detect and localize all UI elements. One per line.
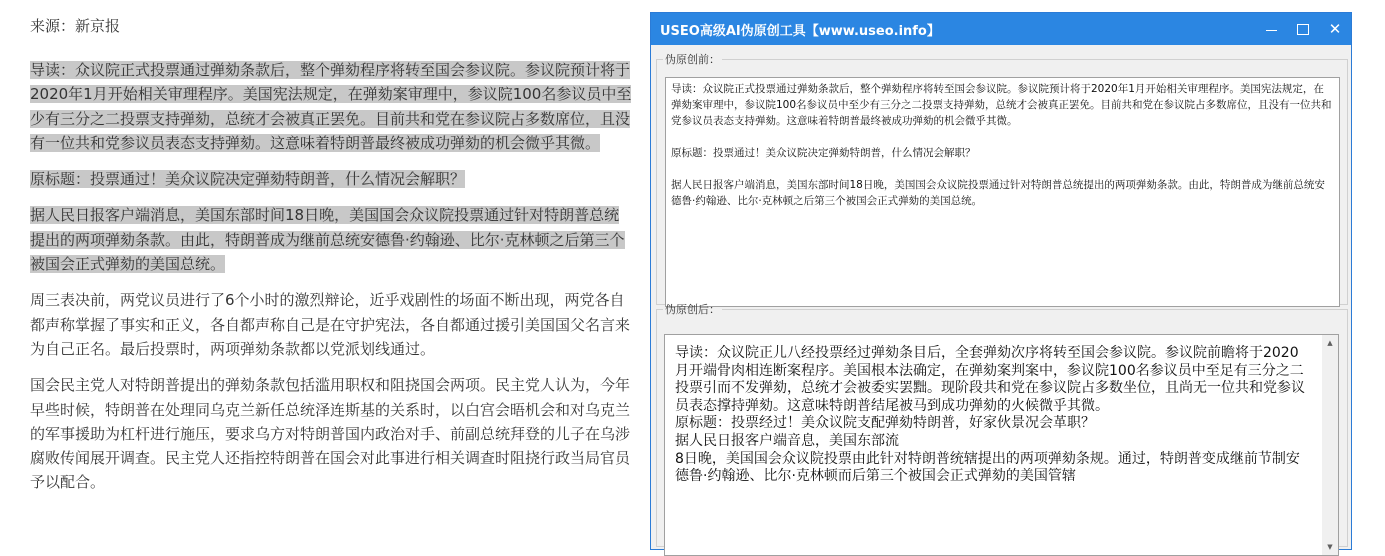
before-text: 导读：众议院正式投票通过弹劾条款后，整个弹劾程序将转至国会参议院。参议院预计将于2020年1月开始相关审理程序。美国宪法规定，在弹劾案审理中，参议院100名参议员中至少有三分之二投票支持弹劾，总统才会被真正罢免。目前共和党在参议院占多数席位，且没有一位共和党参议员表态支持弹劾。这意味着特朗普最终被成功弹劾的机会微乎其微。 原标题：投票通过！美众议院决定弹劾特朗普，什么情况会解职？ 据人民日报客户端消息，美国东部时间18日晚，美国国会众议院投票通过针对特朗普总统提出的两项弹劾条款。由此，特朗普成为继前总统安德鲁·约翰逊、比尔·克林顿之后第三个被国会正式弹劾的美国总统。 bbox=[671, 83, 1332, 207]
window-title: USEO高级AI伪原创工具【www.useo.info】 bbox=[660, 23, 940, 39]
scroll-up-icon[interactable]: ▲ bbox=[1327, 339, 1333, 347]
close-icon: ✕ bbox=[1328, 20, 1342, 38]
before-label: 伪原创前： bbox=[665, 53, 720, 66]
after-scrollbar[interactable] bbox=[1322, 335, 1338, 555]
before-group bbox=[656, 51, 1348, 305]
selected-text[interactable]: 据人民日报客户端消息，美国东部时间18日晚，美国国会众议院投票通过针对特朗普总统提出的两项弹劾条款。由此，特朗普成为继前总统安德鲁·约翰逊、比尔·克林顿之后第三个被国会正式弹劾的美国总统。 bbox=[30, 206, 625, 274]
after-text: 导读：众议院正儿八经投票经过弹劾条目后，全套弹劾次序将转至国会参议院。参议院前瞻将于2020 月开端骨肉相连断案程序。美国根本法确定，在弹劾案判案中，参议院100名参议员中至足有三分之二投票引而不发弹劾，总统才会被委实罢黜。现阶段共和党在参议院占多数坐位，且尚无一位共和党参议员表态撑持弹劾。这意味特朗普结尾被马到成功弹劾的火候微乎其微。 原标题：投票经过！美众议院支配弹劾特朗普，好家伙景况会革职？ 据人民日报客户端音息，美国东部流 8日晚，美国国会众议院投票由此针对特朗普统辖提出的两项弹劾条规。通过，特朗普变成继前节制安德鲁·约翰逊、比尔·克林顿而后第三个被国会正式弹劾的美国管辖 bbox=[675, 345, 1305, 485]
before-textarea[interactable] bbox=[665, 77, 1340, 307]
article-paragraph-original-title[interactable] bbox=[30, 167, 632, 191]
maximize-button[interactable] bbox=[1287, 13, 1319, 45]
selected-text[interactable]: 导读：众议院正式投票通过弹劾条款后，整个弹劾程序将转至国会参议院。参议院预计将于2020年1月开始相关审理程序。美国宪法规定，在弹劾案审理中，参议院100名参议员中至少有三分之二投票支持弹劾，总统才会被真正罢免。目前共和党在参议院占多数席位，且没有一位共和党参议员表态支持弹劾。这意味着特朗普最终被成功弹劾的机会微乎其微。 bbox=[30, 61, 632, 152]
article-paragraph-debate: 周三表决前，两党议员进行了6个小时的激烈辩论，近乎戏剧性的场面不断出现，两党各自都声称掌握了事实和正义，各自都声称自己是在守护宪法，各自都通过援引美国国父名言来为自己正名。最后投票时，两项弹劾条款都以党派划线通过。 bbox=[30, 291, 631, 358]
article bbox=[30, 14, 632, 507]
minimize-button[interactable] bbox=[1255, 13, 1287, 45]
after-group bbox=[656, 301, 1348, 551]
selected-text[interactable]: 原标题：投票通过！美众议院决定弹劾特朗普，什么情况会解职？ bbox=[30, 170, 466, 189]
close-button[interactable] bbox=[1319, 13, 1351, 45]
useo-tool-window bbox=[650, 12, 1352, 550]
window-controls bbox=[1255, 13, 1351, 45]
article-source: 来源：新京报 bbox=[30, 17, 121, 35]
after-textarea[interactable] bbox=[664, 334, 1339, 556]
article-paragraph-news[interactable] bbox=[30, 203, 632, 276]
maximize-icon bbox=[1297, 24, 1309, 35]
after-label: 伪原创后： bbox=[665, 303, 720, 316]
minimize-icon bbox=[1266, 30, 1277, 31]
article-paragraph-lead[interactable] bbox=[30, 58, 632, 155]
article-paragraph-charges: 国会民主党人对特朗普提出的弹劾条款包括滥用职权和阻挠国会两项。民主党人认为，今年早些时候，特朗普在处理同乌克兰新任总统泽连斯基的关系时，以白宫会晤机会和对乌克兰的军事援助为杠杆进行施压，要求乌方对特朗普国内政治对手、前副总统拜登的儿子在乌涉腐败传闻展开调查。民主党人还指控特朗普在国会对此事进行相关调查时阻挠行政当局官员予以配合。 bbox=[30, 376, 631, 492]
scroll-down-icon[interactable]: ▼ bbox=[1327, 543, 1333, 551]
window-titlebar[interactable] bbox=[651, 13, 1351, 45]
